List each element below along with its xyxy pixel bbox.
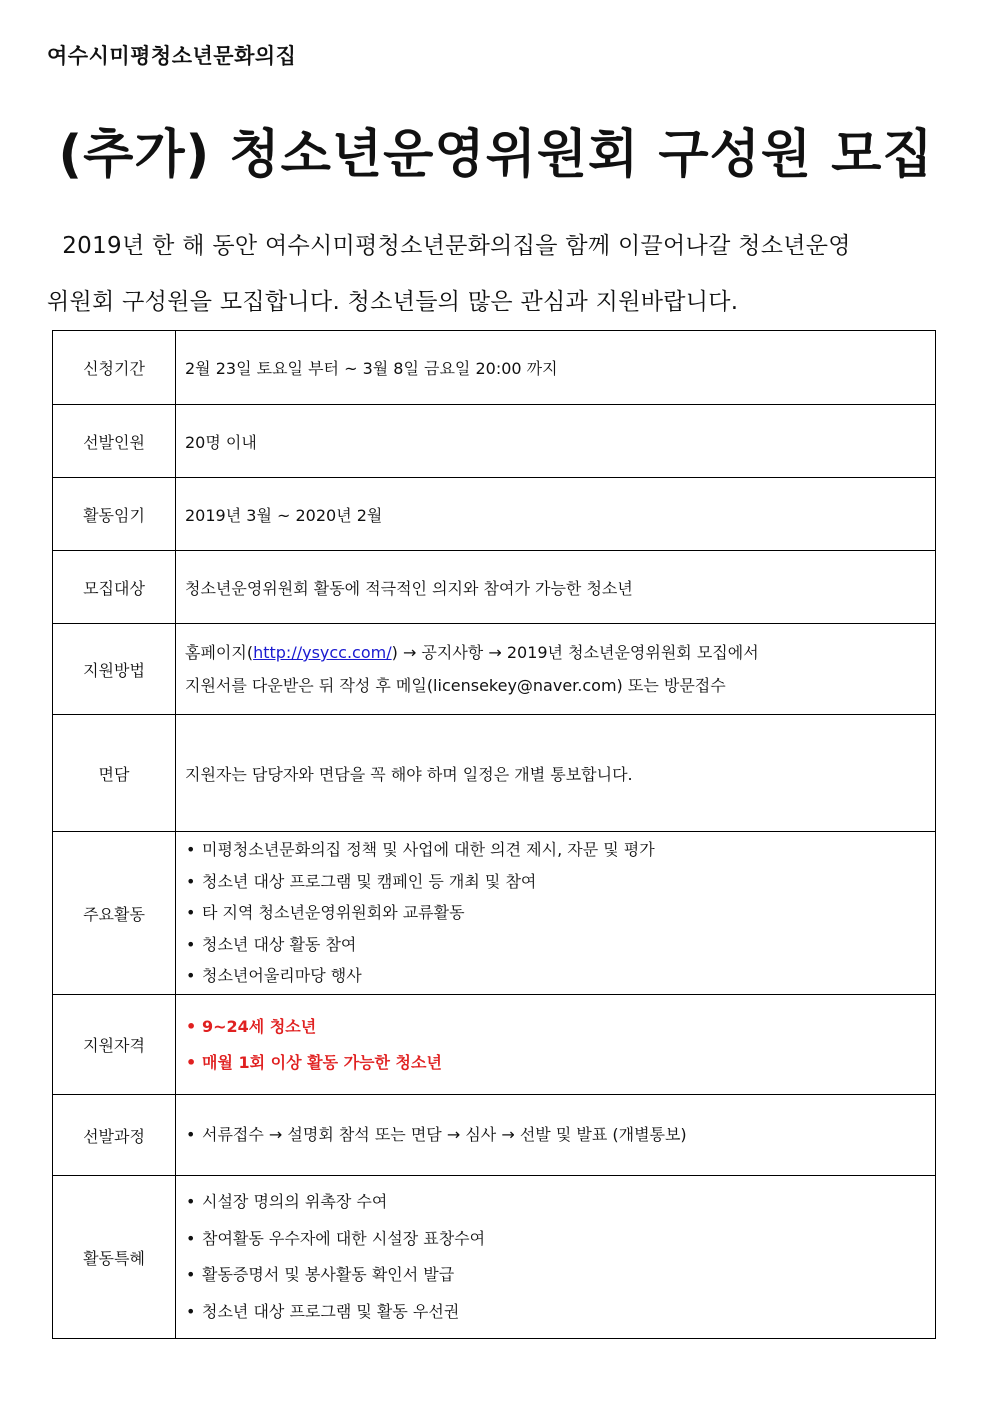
intro-paragraph xyxy=(47,218,944,330)
list-item: • 9~24세 청소년 xyxy=(185,1009,927,1045)
list-item: • 참여활동 우수자에 대한 시설장 표창수여 xyxy=(185,1221,927,1258)
method-text: ) → 공지사항 → 2019년 청소년운영위원회 모집에서 xyxy=(391,643,759,662)
row-value xyxy=(176,1095,936,1176)
row-value: 지원자는 담당자와 면담을 꼭 해야 하며 일정은 개별 통보합니다. xyxy=(176,715,936,832)
list-item: • 청소년 대상 프로그램 및 캠페인 등 개최 및 참여 xyxy=(185,866,927,898)
row-value xyxy=(176,1176,936,1339)
list-item: • 시설장 명의의 위촉장 수여 xyxy=(185,1184,927,1221)
row-label: 지원방법 xyxy=(53,624,176,715)
row-process xyxy=(53,1095,936,1176)
row-activities xyxy=(53,832,936,995)
row-label: 선발과정 xyxy=(53,1095,176,1176)
list-item: • 미평청소년문화의집 정책 및 사업에 대한 의견 제시, 자문 및 평가 xyxy=(185,834,927,866)
activities-list xyxy=(185,834,927,992)
method-line xyxy=(185,636,927,669)
row-period xyxy=(53,331,936,405)
intro-line xyxy=(47,218,944,274)
recruitment-info-table xyxy=(52,330,936,1339)
row-label: 면담 xyxy=(53,715,176,832)
intro-text: 위원회 구성원을 모집합니다. 청소년들의 많은 관심과 지원바랍니다. xyxy=(47,289,739,315)
row-method xyxy=(53,624,936,715)
benefits-list xyxy=(185,1184,927,1330)
row-target xyxy=(53,551,936,624)
list-item: • 매월 1회 이상 활동 가능한 청소년 xyxy=(185,1045,927,1081)
intro-line xyxy=(47,274,944,330)
list-item: • 청소년어울리마당 행사 xyxy=(185,960,927,992)
page-title: (추가) 청소년운영위원회 구성원 모집 xyxy=(58,125,934,185)
list-item: • 타 지역 청소년운영위원회와 교류활동 xyxy=(185,897,927,929)
row-value: 2019년 3월 ~ 2020년 2월 xyxy=(176,478,936,551)
row-label: 선발인원 xyxy=(53,405,176,478)
list-item: • 청소년 대상 프로그램 및 활동 우선권 xyxy=(185,1294,927,1331)
method-line: 지원서를 다운받은 뒤 작성 후 메일(licensekey@naver.com) 또는 방문접수 xyxy=(185,676,726,695)
row-label: 신청기간 xyxy=(53,331,176,405)
row-qualification xyxy=(53,995,936,1095)
row-count xyxy=(53,405,936,478)
row-label: 주요활동 xyxy=(53,832,176,995)
homepage-link[interactable]: http://ysycc.com/ xyxy=(253,643,392,662)
row-label: 활동임기 xyxy=(53,478,176,551)
list-item: • 서류접수 → 설명회 참석 또는 면담 → 심사 → 선발 및 발표 (개별통보) xyxy=(185,1119,927,1151)
row-value xyxy=(176,995,936,1095)
row-label: 활동특혜 xyxy=(53,1176,176,1339)
organization-name: 여수시미평청소년문화의집 xyxy=(47,44,297,68)
list-item: • 청소년 대상 활동 참여 xyxy=(185,929,927,961)
method-text: 홈페이지( xyxy=(185,643,254,662)
row-value xyxy=(176,832,936,995)
list-item: • 활동증명서 및 봉사활동 확인서 발급 xyxy=(185,1257,927,1294)
qualification-list xyxy=(185,1009,927,1081)
row-interview xyxy=(53,715,936,832)
row-value xyxy=(176,624,936,715)
row-term xyxy=(53,478,936,551)
row-value: 청소년운영위원회 활동에 적극적인 의지와 참여가 가능한 청소년 xyxy=(176,551,936,624)
row-value: 2월 23일 토요일 부터 ~ 3월 8일 금요일 20:00 까지 xyxy=(176,331,936,405)
row-value: 20명 이내 xyxy=(176,405,936,478)
row-benefits xyxy=(53,1176,936,1339)
row-label: 지원자격 xyxy=(53,995,176,1095)
row-label: 모집대상 xyxy=(53,551,176,624)
intro-text: 2019년 한 해 동안 여수시미평청소년문화의집을 함께 이끌어나갈 청소년운영 xyxy=(62,233,851,259)
process-list xyxy=(185,1119,927,1151)
